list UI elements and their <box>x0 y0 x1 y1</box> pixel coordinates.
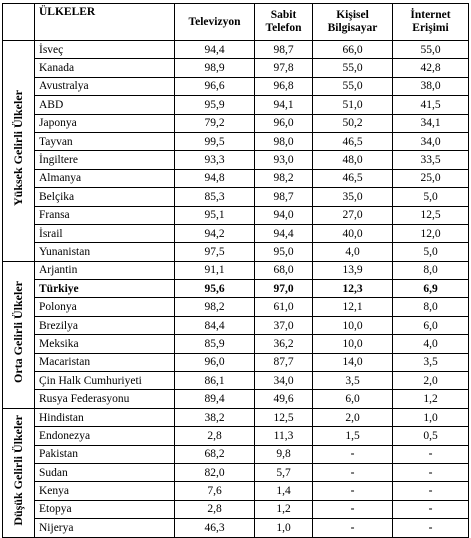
cell-phone: 98,7 <box>255 41 313 59</box>
cell-internet: - <box>393 445 469 463</box>
cell-phone: 97,0 <box>255 280 313 298</box>
header-row <box>3 4 469 41</box>
cell-country: Yunanistan <box>35 243 175 261</box>
cell-phone: 97,8 <box>255 59 313 77</box>
cell-tv: 79,2 <box>175 114 255 132</box>
cell-internet: 5,0 <box>393 243 469 261</box>
cell-country: ABD <box>35 96 175 114</box>
cell-country: İsveç <box>35 41 175 59</box>
cell-pc: 48,0 <box>313 151 393 169</box>
header-phone: Sabit Telefon <box>255 4 313 41</box>
cell-pc: - <box>313 445 393 463</box>
table-row <box>3 151 469 169</box>
cell-pc: 46,5 <box>313 132 393 150</box>
cell-tv: 85,9 <box>175 335 255 353</box>
cell-internet: - <box>393 500 469 518</box>
cell-internet: 5,0 <box>393 188 469 206</box>
cell-phone: 94,4 <box>255 224 313 242</box>
cell-internet: 34,0 <box>393 132 469 150</box>
cell-country: İsrail <box>35 224 175 242</box>
cell-internet: 1,0 <box>393 408 469 426</box>
group-low-income <box>3 408 35 537</box>
cell-phone: 96,0 <box>255 114 313 132</box>
header-pc: Kişisel Bilgisayar <box>313 4 393 41</box>
cell-phone: 87,7 <box>255 353 313 371</box>
table-row <box>3 224 469 242</box>
cell-pc: 1,5 <box>313 427 393 445</box>
cell-phone: 68,0 <box>255 261 313 279</box>
table-row <box>3 114 469 132</box>
cell-tv: 96,0 <box>175 353 255 371</box>
cell-phone: 98,7 <box>255 188 313 206</box>
table-row <box>3 372 469 390</box>
cell-tv: 96,6 <box>175 77 255 95</box>
cell-phone: 94,1 <box>255 96 313 114</box>
table-row <box>3 390 469 408</box>
cell-tv: 7,6 <box>175 482 255 500</box>
cell-phone: 12,5 <box>255 408 313 426</box>
cell-tv: 94,2 <box>175 224 255 242</box>
cell-tv: 38,2 <box>175 408 255 426</box>
cell-pc: 2,0 <box>313 408 393 426</box>
cell-country: Polonya <box>35 298 175 316</box>
cell-internet: - <box>393 463 469 481</box>
table-row <box>3 519 469 537</box>
table-row <box>3 243 469 261</box>
cell-country: Avustralya <box>35 77 175 95</box>
cell-pc: - <box>313 519 393 537</box>
cell-pc: 27,0 <box>313 206 393 224</box>
cell-phone: 98,2 <box>255 169 313 187</box>
cell-phone: 93,0 <box>255 151 313 169</box>
table-body <box>3 41 469 538</box>
cell-phone: 1,4 <box>255 482 313 500</box>
cell-pc: 46,5 <box>313 169 393 187</box>
cell-pc: 51,0 <box>313 96 393 114</box>
cell-tv: 95,6 <box>175 280 255 298</box>
table-row <box>3 298 469 316</box>
cell-tv: 93,3 <box>175 151 255 169</box>
cell-pc: - <box>313 463 393 481</box>
group-middle-income <box>3 261 35 408</box>
cell-internet: 2,0 <box>393 372 469 390</box>
cell-phone: 96,8 <box>255 77 313 95</box>
cell-tv: 95,9 <box>175 96 255 114</box>
ict-ownership-table <box>2 3 469 538</box>
cell-country: Belçika <box>35 188 175 206</box>
cell-phone: 1,0 <box>255 519 313 537</box>
cell-pc: - <box>313 500 393 518</box>
cell-internet: - <box>393 482 469 500</box>
cell-country: Meksika <box>35 335 175 353</box>
cell-tv: 98,9 <box>175 59 255 77</box>
table-row <box>3 482 469 500</box>
cell-pc: 12,1 <box>313 298 393 316</box>
cell-country: İngiltere <box>35 151 175 169</box>
cell-country: Kenya <box>35 482 175 500</box>
cell-country: Hindistan <box>35 408 175 426</box>
cell-country: Sudan <box>35 463 175 481</box>
table-row <box>3 500 469 518</box>
cell-country: Brezilya <box>35 316 175 334</box>
cell-phone: 98,0 <box>255 132 313 150</box>
cell-internet: 4,0 <box>393 335 469 353</box>
cell-pc: 6,0 <box>313 390 393 408</box>
cell-country: Macaristan <box>35 353 175 371</box>
cell-phone: 94,0 <box>255 206 313 224</box>
cell-tv: 84,4 <box>175 316 255 334</box>
cell-phone: 37,0 <box>255 316 313 334</box>
cell-country: Rusya Federasyonu <box>35 390 175 408</box>
cell-country: Japonya <box>35 114 175 132</box>
header-internet: İnternet Erişimi <box>393 4 469 41</box>
cell-internet: 38,0 <box>393 77 469 95</box>
cell-internet: 12,5 <box>393 206 469 224</box>
cell-internet: 34,1 <box>393 114 469 132</box>
cell-tv: 2,8 <box>175 427 255 445</box>
cell-pc: 55,0 <box>313 77 393 95</box>
cell-pc: 55,0 <box>313 59 393 77</box>
cell-internet: - <box>393 519 469 537</box>
cell-country: Tayvan <box>35 132 175 150</box>
cell-pc: 10,0 <box>313 316 393 334</box>
group-header-cell <box>3 4 35 41</box>
cell-internet: 3,5 <box>393 353 469 371</box>
group-high-income-label: Yüksek Gelirli Ülkeler <box>11 90 25 207</box>
cell-pc: 13,9 <box>313 261 393 279</box>
cell-phone: 5,7 <box>255 463 313 481</box>
table-row <box>3 316 469 334</box>
cell-internet: 8,0 <box>393 261 469 279</box>
cell-phone: 61,0 <box>255 298 313 316</box>
cell-internet: 8,0 <box>393 298 469 316</box>
table-row <box>3 335 469 353</box>
table-row <box>3 408 469 426</box>
table-row <box>3 445 469 463</box>
cell-internet: 12,0 <box>393 224 469 242</box>
cell-country: Endonezya <box>35 427 175 445</box>
cell-country: Nijerya <box>35 519 175 537</box>
cell-internet: 1,2 <box>393 390 469 408</box>
table-row <box>3 169 469 187</box>
table-row <box>3 206 469 224</box>
cell-tv: 46,3 <box>175 519 255 537</box>
table-row <box>3 41 469 59</box>
cell-phone: 9,8 <box>255 445 313 463</box>
group-high-income <box>3 41 35 262</box>
cell-pc: 35,0 <box>313 188 393 206</box>
cell-internet: 6,0 <box>393 316 469 334</box>
table-row <box>3 463 469 481</box>
cell-phone: 49,6 <box>255 390 313 408</box>
cell-tv: 94,8 <box>175 169 255 187</box>
table-row <box>3 188 469 206</box>
cell-pc: 12,3 <box>313 280 393 298</box>
cell-country: Arjantin <box>35 261 175 279</box>
cell-internet: 25,0 <box>393 169 469 187</box>
cell-tv: 97,5 <box>175 243 255 261</box>
cell-phone: 34,0 <box>255 372 313 390</box>
table-row <box>3 59 469 77</box>
cell-tv: 89,4 <box>175 390 255 408</box>
table-row <box>3 353 469 371</box>
cell-tv: 82,0 <box>175 463 255 481</box>
table-row <box>3 261 469 279</box>
cell-country: Kanada <box>35 59 175 77</box>
cell-country: Türkiye <box>35 280 175 298</box>
cell-internet: 55,0 <box>393 41 469 59</box>
table-row <box>3 132 469 150</box>
table-row <box>3 427 469 445</box>
cell-phone: 95,0 <box>255 243 313 261</box>
cell-internet: 33,5 <box>393 151 469 169</box>
group-middle-income-label: Orta Gelirli Ülkeler <box>11 281 25 384</box>
cell-country: Almanya <box>35 169 175 187</box>
cell-tv: 99,5 <box>175 132 255 150</box>
cell-phone: 1,2 <box>255 500 313 518</box>
cell-phone: 11,3 <box>255 427 313 445</box>
cell-pc: 66,0 <box>313 41 393 59</box>
cell-internet: 6,9 <box>393 280 469 298</box>
cell-tv: 95,1 <box>175 206 255 224</box>
cell-tv: 2,8 <box>175 500 255 518</box>
cell-tv: 85,3 <box>175 188 255 206</box>
cell-pc: 10,0 <box>313 335 393 353</box>
cell-pc: 3,5 <box>313 372 393 390</box>
cell-tv: 91,1 <box>175 261 255 279</box>
cell-country: Çin Halk Cumhuriyeti <box>35 372 175 390</box>
cell-pc: 14,0 <box>313 353 393 371</box>
table-row <box>3 77 469 95</box>
cell-tv: 94,4 <box>175 41 255 59</box>
cell-pc: 4,0 <box>313 243 393 261</box>
cell-pc: 40,0 <box>313 224 393 242</box>
cell-pc: - <box>313 482 393 500</box>
cell-country: Pakistan <box>35 445 175 463</box>
cell-tv: 86,1 <box>175 372 255 390</box>
cell-pc: 50,2 <box>313 114 393 132</box>
cell-country: Fransa <box>35 206 175 224</box>
cell-tv: 98,2 <box>175 298 255 316</box>
group-low-income-label: Düşük Gelirli Ülkeler <box>11 414 25 526</box>
cell-country: Etopya <box>35 500 175 518</box>
table-row <box>3 280 469 298</box>
header-tv: Televizyon <box>175 4 255 41</box>
cell-internet: 0,5 <box>393 427 469 445</box>
cell-phone: 36,2 <box>255 335 313 353</box>
cell-internet: 42,8 <box>393 59 469 77</box>
header-country: ÜLKELER <box>35 4 175 41</box>
table-row <box>3 96 469 114</box>
cell-internet: 41,5 <box>393 96 469 114</box>
cell-tv: 68,2 <box>175 445 255 463</box>
